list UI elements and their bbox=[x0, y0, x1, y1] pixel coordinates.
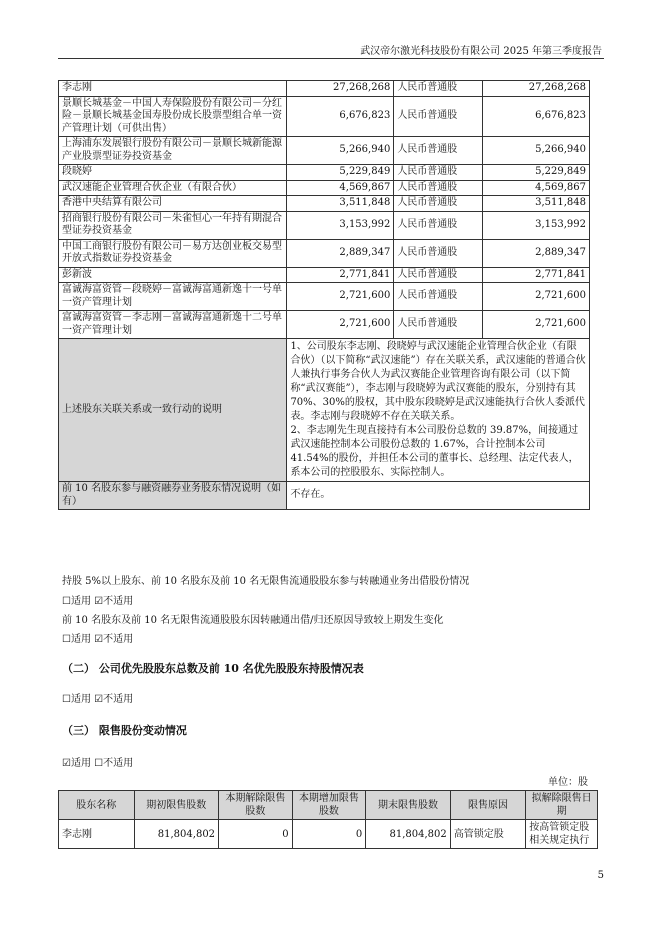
relation-label: 上述股东关联关系或一致行动的说明 bbox=[59, 339, 287, 482]
holder-row bbox=[59, 165, 590, 181]
holder-row bbox=[59, 267, 590, 283]
holder-row bbox=[59, 196, 590, 212]
holder-share-type: 人民币普通股 bbox=[394, 196, 483, 212]
holder-name: 李志刚 bbox=[59, 81, 287, 97]
col-header-released: 本期解除限售股数 bbox=[219, 791, 293, 820]
holder-row bbox=[59, 96, 590, 137]
col-header-reason: 限售原因 bbox=[450, 791, 526, 820]
holder-share-count: 2,721,600 bbox=[483, 311, 590, 339]
restricted-begin: 81,804,802 bbox=[134, 820, 219, 849]
holder-share-type: 人民币普通股 bbox=[394, 180, 483, 196]
restricted-holder-name: 李志刚 bbox=[59, 820, 135, 849]
section-2-choice: ☐适用 ☑不适用 bbox=[62, 694, 134, 705]
holder-name: 武汉速能企业管理合伙企业（有限合伙） bbox=[59, 180, 287, 196]
holder-shares: 5,266,940 bbox=[287, 137, 394, 165]
holder-share-count: 2,889,347 bbox=[483, 239, 590, 267]
col-header-end: 期末限售股数 bbox=[366, 791, 451, 820]
holder-shares: 2,889,347 bbox=[287, 239, 394, 267]
holder-shares: 2,721,600 bbox=[287, 283, 394, 311]
page-number: 5 bbox=[597, 870, 604, 881]
restricted-released: 0 bbox=[219, 820, 293, 849]
holder-name: 中国工商银行股份有限公司－易方达创业板交易型开放式指数证券投资基金 bbox=[59, 239, 287, 267]
holder-name: 景顺长城基金－中国人寿保险股份有限公司－分红险－景顺长城基金国寿股份成长股票型组合单一资产管理计划（可供出售） bbox=[59, 96, 287, 137]
holder-row bbox=[59, 239, 590, 267]
relation-text-1: 1、公司股东李志刚、段晓婷与武汉速能企业管理合伙企业（有限合伙）（以下简称“武汉速能”）存在关联关系，武汉速能的普通合伙人兼执行事务合伙人为武汉赛能企业管理咨询有限公司（以下简称“武汉赛能”），李志刚与段晓婷为武汉赛能的股东，分别持有其70%、30%的股权，其中股东段晓婷是武汉速能执行合伙人委派代表。李志刚与段晓婷不存在关联关系。 bbox=[290, 341, 586, 422]
holder-shares: 5,229,849 bbox=[287, 165, 394, 181]
holder-share-type: 人民币普通股 bbox=[394, 311, 483, 339]
col-header-date: 拟解除限售日期 bbox=[526, 791, 598, 820]
holder-share-type: 人民币普通股 bbox=[394, 239, 483, 267]
holder-row bbox=[59, 211, 590, 239]
restricted-end: 81,804,802 bbox=[366, 820, 451, 849]
holder-share-count: 5,229,849 bbox=[483, 165, 590, 181]
holder-share-count: 4,569,867 bbox=[483, 180, 590, 196]
restricted-reason: 高管锁定股 bbox=[450, 820, 526, 849]
section-3-choice: ☑适用 ☐不适用 bbox=[62, 758, 134, 769]
holder-share-type: 人民币普通股 bbox=[394, 211, 483, 239]
holder-name: 香港中央结算有限公司 bbox=[59, 196, 287, 212]
header-divider bbox=[58, 58, 604, 59]
col-header-name: 股东名称 bbox=[59, 791, 135, 820]
report-header-title: 武汉帝尔激光科技股份有限公司 2025 年第三季度报告 bbox=[360, 46, 602, 57]
section-2-title: （二） 公司优先股股东总数及前 10 名优先股股东持股情况表 bbox=[62, 662, 364, 675]
holder-shares: 4,569,867 bbox=[287, 180, 394, 196]
holder-share-count: 2,721,600 bbox=[483, 283, 590, 311]
holder-name: 段晓婷 bbox=[59, 165, 287, 181]
holder-row bbox=[59, 137, 590, 165]
holder-share-type: 人民币普通股 bbox=[394, 267, 483, 283]
holder-name: 富诚海富资管－李志刚－富诚海富通新逸十二号单一资产管理计划 bbox=[59, 311, 287, 339]
holder-name: 上海浦东发展银行股份有限公司－景顺长城新能源产业股票型证券投资基金 bbox=[59, 137, 287, 165]
top-holders-table bbox=[58, 80, 590, 510]
holder-share-count: 27,268,268 bbox=[483, 81, 590, 97]
lend-choice: ☐适用 ☑不适用 bbox=[62, 596, 134, 607]
holder-name: 彭新波 bbox=[59, 267, 287, 283]
relation-description bbox=[287, 339, 590, 482]
holder-shares: 2,771,841 bbox=[287, 267, 394, 283]
holder-shares: 3,511,848 bbox=[287, 196, 394, 212]
holder-name: 招商银行股份有限公司－朱雀恒心一年持有期混合型证券投资基金 bbox=[59, 211, 287, 239]
lend-title: 持股 5%以上股东、前 10 名股东及前 10 名无限售流通股股东参与转融通业务出借股份情况 bbox=[62, 576, 470, 587]
col-header-added: 本期增加限售股数 bbox=[292, 791, 366, 820]
holder-shares: 3,153,992 bbox=[287, 211, 394, 239]
holder-shares: 2,721,600 bbox=[287, 311, 394, 339]
unit-label: 单位：股 bbox=[548, 777, 588, 788]
section-3-title: （三） 限售股份变动情况 bbox=[62, 724, 187, 737]
col-header-begin: 期初限售股数 bbox=[134, 791, 219, 820]
holder-row bbox=[59, 283, 590, 311]
holder-name: 富诚海富资管－段晓婷－富诚海富通新逸十一号单一资产管理计划 bbox=[59, 283, 287, 311]
restricted-release-date: 按高管锁定股相关规定执行 bbox=[526, 820, 598, 849]
holder-row bbox=[59, 81, 590, 97]
restricted-row bbox=[59, 820, 598, 849]
holder-share-count: 3,153,992 bbox=[483, 211, 590, 239]
holder-share-count: 6,676,823 bbox=[483, 96, 590, 137]
holder-share-type: 人民币普通股 bbox=[394, 96, 483, 137]
restricted-shares-table bbox=[58, 790, 598, 849]
change-choice: ☐适用 ☑不适用 bbox=[62, 634, 134, 645]
holder-share-type: 人民币普通股 bbox=[394, 283, 483, 311]
holder-share-count: 3,511,848 bbox=[483, 196, 590, 212]
restricted-added: 0 bbox=[292, 820, 366, 849]
holder-share-type: 人民币普通股 bbox=[394, 165, 483, 181]
change-title: 前 10 名股东及前 10 名无限售流通股股东因转融通出借/归还原因导致较上期发生变化 bbox=[62, 615, 444, 626]
holder-share-type: 人民币普通股 bbox=[394, 81, 483, 97]
holder-row bbox=[59, 311, 590, 339]
holder-share-type: 人民币普通股 bbox=[394, 137, 483, 165]
relation-text-2: 2、李志刚先生现直接持有本公司股份总数的 39.87%，间接通过武汉速能控制本公司股份总数的 1.67%，合计控制本公司 41.54%的股份，并担任本公司的董事长、总经理、法定代表人，系本公司的控股股东、实际控制人。 bbox=[290, 425, 579, 478]
holder-row bbox=[59, 180, 590, 196]
holder-shares: 6,676,823 bbox=[287, 96, 394, 137]
holder-share-count: 2,771,841 bbox=[483, 267, 590, 283]
margin-value: 不存在。 bbox=[287, 482, 590, 510]
holder-share-count: 5,266,940 bbox=[483, 137, 590, 165]
margin-label: 前 10 名股东参与融资融券业务股东情况说明（如有） bbox=[59, 482, 287, 510]
holder-shares: 27,268,268 bbox=[287, 81, 394, 97]
